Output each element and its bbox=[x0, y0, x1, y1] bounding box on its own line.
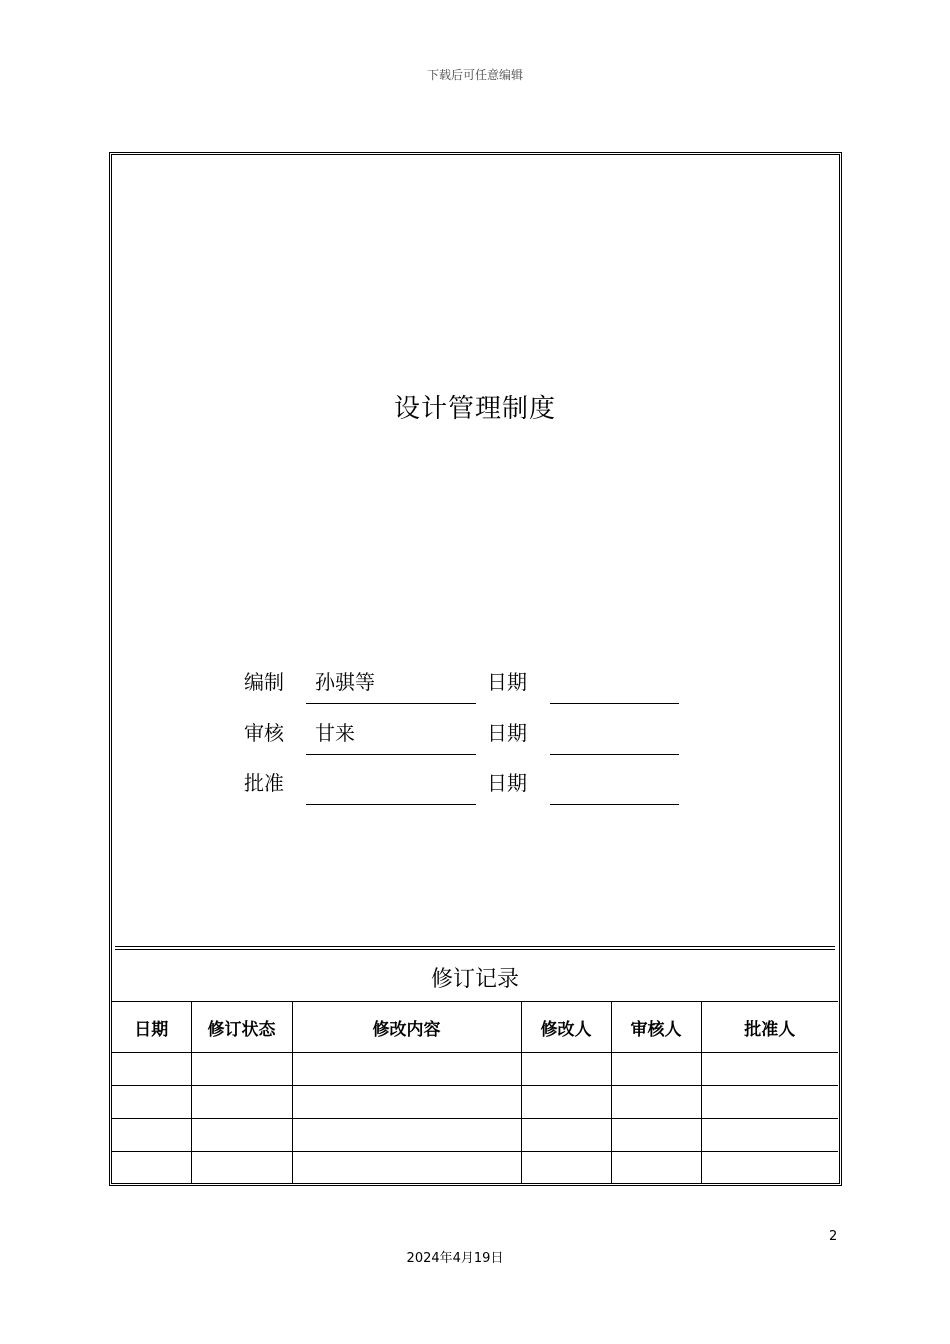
table-cell bbox=[191, 1119, 292, 1152]
table-cell bbox=[701, 1152, 838, 1185]
table-cell bbox=[701, 1119, 838, 1152]
signature-row-approve bbox=[0, 767, 950, 807]
table-cell bbox=[611, 1119, 701, 1152]
col-header-date: 日期 bbox=[112, 1002, 191, 1053]
table-cell bbox=[611, 1152, 701, 1185]
table-cell bbox=[292, 1152, 521, 1185]
compile-value-field bbox=[306, 666, 476, 704]
review-date-field bbox=[550, 717, 679, 755]
revision-separator bbox=[115, 946, 835, 950]
table-row bbox=[112, 1152, 838, 1185]
table-cell bbox=[611, 1053, 701, 1086]
approve-date-field bbox=[550, 767, 679, 805]
approve-label: 批准 bbox=[244, 771, 284, 795]
table-cell bbox=[521, 1053, 611, 1086]
compile-date-field bbox=[550, 666, 679, 704]
table-cell bbox=[112, 1086, 191, 1119]
review-value-field bbox=[306, 717, 476, 755]
signature-row-compile bbox=[0, 666, 950, 706]
table-cell bbox=[112, 1053, 191, 1086]
col-header-modifier: 修改人 bbox=[521, 1002, 611, 1053]
review-label: 审核 bbox=[244, 721, 284, 745]
table-cell bbox=[112, 1152, 191, 1185]
table-cell bbox=[292, 1119, 521, 1152]
table-cell bbox=[701, 1053, 838, 1086]
table-cell bbox=[292, 1053, 521, 1086]
table-row bbox=[112, 1119, 838, 1152]
signature-row-review bbox=[0, 717, 950, 757]
col-header-approver: 批准人 bbox=[701, 1002, 838, 1053]
revision-header-row bbox=[112, 1002, 838, 1053]
table-cell bbox=[521, 1086, 611, 1119]
col-header-status: 修订状态 bbox=[191, 1002, 292, 1053]
table-cell bbox=[191, 1053, 292, 1086]
table-row bbox=[112, 1053, 838, 1086]
table-cell bbox=[112, 1119, 191, 1152]
table-cell bbox=[292, 1086, 521, 1119]
review-value: 甘来 bbox=[315, 721, 355, 745]
compile-label: 编制 bbox=[244, 670, 284, 694]
header-watermark: 下载后可任意编辑 bbox=[426, 68, 523, 82]
col-header-content: 修改内容 bbox=[292, 1002, 521, 1053]
document-title: 设计管理制度 bbox=[393, 394, 556, 424]
page-number: 2 bbox=[829, 1229, 838, 1244]
col-header-reviewer: 审核人 bbox=[611, 1002, 701, 1053]
compile-value: 孙骐等 bbox=[315, 670, 375, 694]
table-cell bbox=[701, 1086, 838, 1119]
revision-table bbox=[112, 1001, 838, 1184]
table-cell bbox=[611, 1086, 701, 1119]
table-cell bbox=[521, 1152, 611, 1185]
approve-date-label: 日期 bbox=[487, 771, 527, 795]
table-cell bbox=[521, 1119, 611, 1152]
compile-date-label: 日期 bbox=[487, 670, 527, 694]
table-cell bbox=[191, 1086, 292, 1119]
table-cell bbox=[191, 1152, 292, 1185]
approve-value-field bbox=[306, 767, 476, 805]
revision-title: 修订记录 bbox=[430, 967, 519, 992]
footer-date: 2024年4月19日 bbox=[406, 1251, 504, 1266]
review-date-label: 日期 bbox=[487, 721, 527, 745]
table-row bbox=[112, 1086, 838, 1119]
